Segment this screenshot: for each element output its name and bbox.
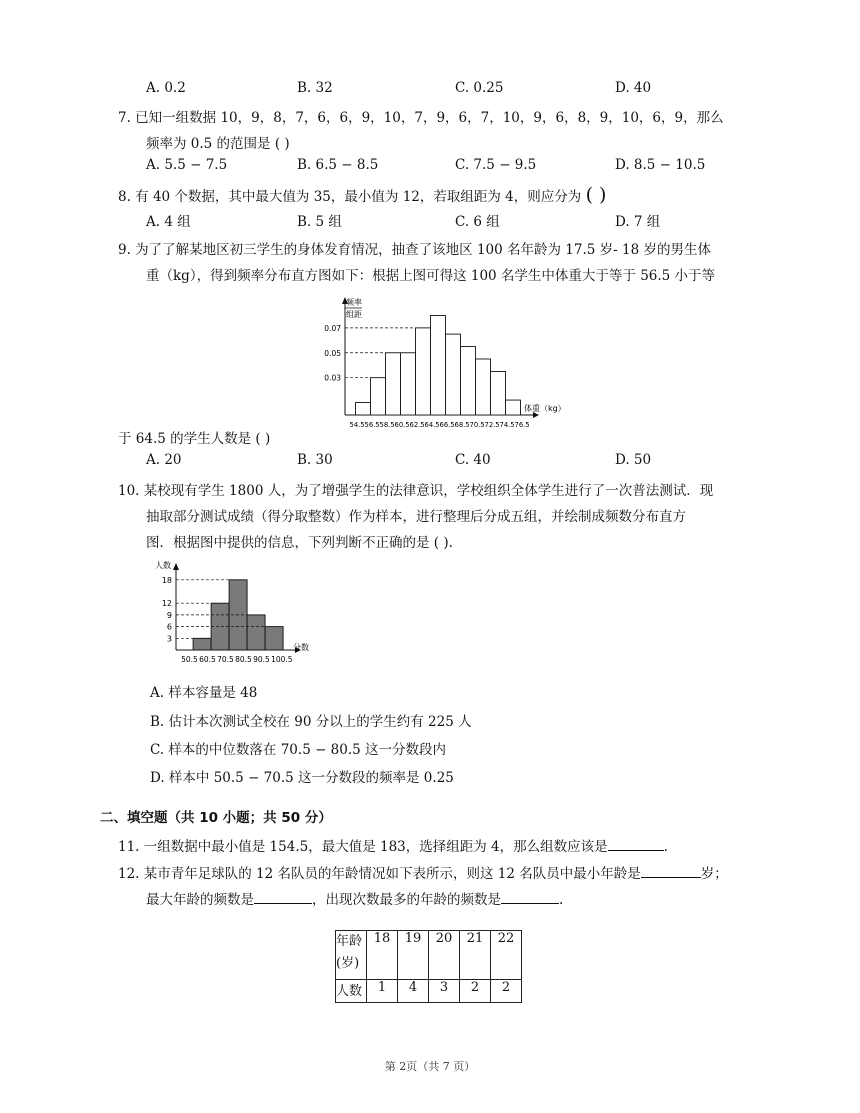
score-frequency-histogram xyxy=(150,555,325,670)
age-cell: 22 xyxy=(491,931,522,980)
count-cell: 3 xyxy=(429,980,460,1003)
q12-stem-line2 xyxy=(146,888,563,908)
histogram2-y-tick: 12 xyxy=(161,599,172,609)
count-cell: 4 xyxy=(398,980,429,1003)
histogram2-xlabel: 分数 xyxy=(293,643,309,652)
q9-stem-line2: 重（kg），得到频率分布直方图如下：根据上图可得这 100 名学生中体重大于等于 56.5 小于等 xyxy=(146,268,716,284)
histogram1-bar xyxy=(401,353,416,415)
q9-option-c: C. 40 xyxy=(455,452,491,468)
histogram1-x-tick: 76.5 xyxy=(514,421,530,429)
q12-text-1: 12. 某市青年足球队的 12 名队员的年龄情况如下表所示，则这 12 名队员中最小年龄是 xyxy=(118,866,641,882)
q8-stem xyxy=(118,184,606,206)
histogram1-x-tick: 64.5 xyxy=(424,421,440,429)
histogram1-y-tick: 0.07 xyxy=(324,323,341,333)
histogram2-y-tick: 6 xyxy=(166,622,172,632)
histogram1-bar xyxy=(431,315,446,415)
histogram1-bar xyxy=(416,328,431,415)
age-header-label: 年龄(岁) xyxy=(336,934,363,971)
histogram2-y-tick: 18 xyxy=(161,575,172,585)
q6-option-a: A. 0.2 xyxy=(146,80,186,96)
age-table xyxy=(335,930,522,1003)
q9-option-a: A. 20 xyxy=(146,452,182,468)
q7-stem-line2: 频率为 0.5 的范围是 ( ) xyxy=(146,136,290,152)
q8-option-b: B. 5 组 xyxy=(297,214,342,230)
q10-option-c: C. 样本的中位数落在 70.5 − 80.5 这一分数段内 xyxy=(150,742,447,758)
q6-option-d: D. 40 xyxy=(615,80,652,96)
weight-frequency-histogram xyxy=(300,295,590,435)
histogram2-x-tick: 70.5 xyxy=(217,655,234,664)
histogram1-bar xyxy=(491,371,506,415)
q10-option-d: D. 样本中 50.5 − 70.5 这一分数段的频率是 0.25 xyxy=(150,770,454,786)
histogram1-x-tick: 60.5 xyxy=(394,421,410,429)
histogram1-x-tick: 56.5 xyxy=(364,421,380,429)
q8-stem-text: 8. 有 40 个数据，其中最大值为 35，最小值为 12，若取组距为 4，则应分为 xyxy=(118,189,582,205)
q9-option-b: B. 30 xyxy=(297,452,333,468)
histogram2-ylabel: 人数 xyxy=(155,561,171,570)
histogram1-x-tick: 66.5 xyxy=(439,421,455,429)
histogram2-bar xyxy=(265,627,283,650)
histogram2-x-tick: 60.5 xyxy=(199,655,216,664)
q7-option-b: B. 6.5 − 8.5 xyxy=(297,157,379,173)
count-cell: 2 xyxy=(460,980,491,1003)
histogram2-x-tick: 90.5 xyxy=(253,655,270,664)
histogram1-x-tick: 68.5 xyxy=(454,421,470,429)
q7-option-c: C. 7.5 − 9.5 xyxy=(455,157,537,173)
q10-stem-line3: 图．根据图中提供的信息，下列判断不正确的是 ( ). xyxy=(146,535,453,551)
histogram1-y-tick: 0.05 xyxy=(324,348,341,358)
q7-stem-line1: 7. 已知一组数据 10，9，8，7，6，6，9，10，7，9，6，7，10，9，6，8，9，10，6，9，那么 xyxy=(118,110,724,126)
histogram1-x-tick: 72.5 xyxy=(484,421,500,429)
q12-stem-line1 xyxy=(118,862,728,882)
q6-option-b: B. 32 xyxy=(297,80,333,96)
q12-max-age-freq-blank[interactable] xyxy=(254,889,312,904)
age-cell: 18 xyxy=(367,931,398,980)
age-cell: 20 xyxy=(429,931,460,980)
histogram1-x-tick: 54.5 xyxy=(349,421,365,429)
histogram1-bar xyxy=(371,378,386,415)
q9-stem-line1: 9. 为了了解某地区初三学生的身体发育情况，抽查了该地区 100 名年龄为 17.5 岁- 18 岁的男生体 xyxy=(118,242,711,258)
q12-min-age-blank[interactable] xyxy=(641,863,701,878)
count-cell: 1 xyxy=(367,980,398,1003)
count-cell: 2 xyxy=(491,980,522,1003)
histogram1-x-tick: 70.5 xyxy=(469,421,485,429)
histogram1-bar xyxy=(386,353,401,415)
q12-text-5: . xyxy=(559,892,564,908)
q9-option-d: D. 50 xyxy=(615,452,652,468)
q7-option-a: A. 5.5 − 7.5 xyxy=(146,157,228,173)
q8-option-a: A. 4 组 xyxy=(146,214,191,230)
histogram1-bar xyxy=(506,400,521,415)
histogram1-xlabel: 体重（kg） xyxy=(524,404,566,413)
q11-text: 11. 一组数据中最小值是 154.5，最大值是 183，选择组距为 4，那么组数应该是 xyxy=(118,839,608,855)
q10-stem-line1: 10. 某校现有学生 1800 人，为了增强学生的法律意识，学校组织全体学生进行了一次普法测试．现 xyxy=(118,483,714,499)
histogram2-x-tick: 80.5 xyxy=(235,655,252,664)
histogram2-bar xyxy=(247,615,265,650)
histogram2-y-tick: 3 xyxy=(166,634,172,644)
histogram1-bar xyxy=(461,347,476,415)
q12-text-3: 最大年龄的频数是 xyxy=(146,892,254,908)
q7-option-d: D. 8.5 − 10.5 xyxy=(615,157,706,173)
page-footer: 第 2页（共 7 页） xyxy=(384,1060,476,1073)
count-header-cell: 人数 xyxy=(336,980,367,1003)
histogram1-ylabel-bottom: 组距 xyxy=(346,310,362,319)
histogram2-y-tick: 9 xyxy=(166,610,172,620)
q12-mode-freq-blank[interactable] xyxy=(501,889,559,904)
count-row xyxy=(336,980,522,1003)
histogram1-bar xyxy=(356,403,371,415)
age-header-cell xyxy=(336,931,367,980)
q10-option-a: A. 样本容量是 48 xyxy=(150,685,258,701)
q8-answer-paren: ( ) xyxy=(585,184,607,206)
histogram1-x-tick: 58.5 xyxy=(379,421,395,429)
histogram2-x-tick: 50.5 xyxy=(181,655,198,664)
histogram1-ylabel-top: 频率 xyxy=(346,298,362,307)
q11-period: . xyxy=(663,839,668,855)
q11-stem xyxy=(118,835,668,855)
histogram1-x-tick: 62.5 xyxy=(409,421,425,429)
histogram2-x-tick: 100.5 xyxy=(271,655,293,664)
q6-option-c: C. 0.25 xyxy=(455,80,504,96)
q10-stem-line2: 抽取部分测试成绩（得分取整数）作为样本，进行整理后分成五组，并绘制成频数分布直方 xyxy=(146,509,686,525)
q8-option-c: C. 6 组 xyxy=(455,214,500,230)
q11-answer-blank[interactable] xyxy=(608,836,664,851)
age-cell: 19 xyxy=(398,931,429,980)
histogram1-bar xyxy=(446,334,461,415)
histogram1-y-tick: 0.03 xyxy=(324,373,341,383)
q9-stem-line3: 于 64.5 的学生人数是 ( ) xyxy=(118,431,271,447)
q8-option-d: D. 7 组 xyxy=(615,214,661,230)
age-cell: 21 xyxy=(460,931,491,980)
histogram1-bar xyxy=(476,359,491,415)
q12-text-4: ，出现次数最多的年龄的频数是 xyxy=(312,892,501,908)
histogram2-bar xyxy=(193,638,211,650)
q10-option-b: B. 估计本次测试全校在 90 分以上的学生约有 225 人 xyxy=(150,714,472,730)
histogram1-x-tick: 74.5 xyxy=(499,421,515,429)
q12-text-2: 岁； xyxy=(700,866,728,882)
age-row xyxy=(336,931,522,980)
section-fill-in-heading: 二、填空题（共 10 小题；共 50 分） xyxy=(100,810,332,826)
histogram2-y-axis-arrow xyxy=(173,563,179,570)
